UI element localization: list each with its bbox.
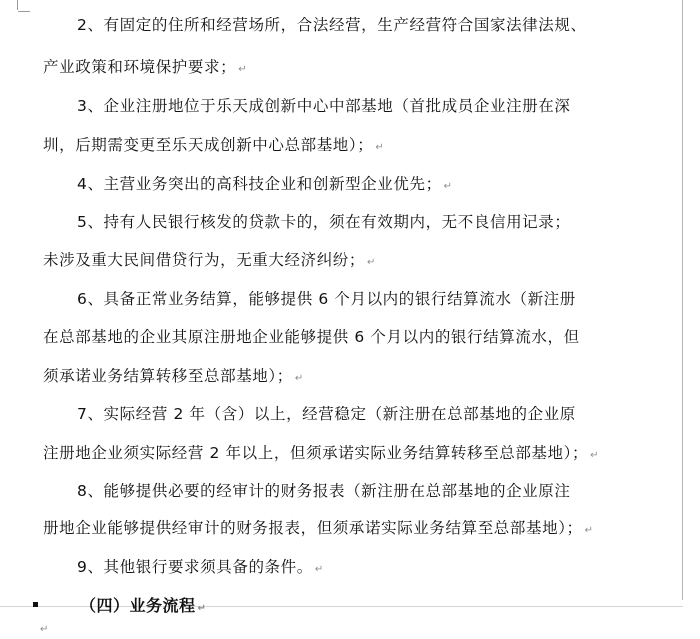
paragraph-line[interactable]: 6、具备正常业务结算，能够提供 6 个月以内的银行结算流水（新注册: [77, 290, 576, 308]
list-bullet: [33, 602, 38, 607]
paragraph-line[interactable]: 5、持有人民银行核发的贷款卡的，须在有效期内，无不良信用记录；: [77, 213, 571, 231]
paragraph-line[interactable]: 9、其他银行要求须具备的条件。 ↵: [77, 558, 324, 576]
margin-corner-mark: [17, 0, 18, 10]
paragraph-mark: ↵: [40, 624, 49, 635]
paragraph-line[interactable]: 产业政策和环境保护要求； ↵: [43, 58, 248, 76]
paragraph-line[interactable]: 册地企业能够提供经审计的财务报表，但须承诺实际业务结算至总部基地）； ↵: [43, 519, 594, 537]
paragraph-line[interactable]: 须承诺业务结算转移至总部基地）； ↵: [43, 367, 304, 385]
paragraph-line[interactable]: 2、有固定的住所和经营场所，合法经营，生产经营符合国家法律法规、: [77, 16, 587, 34]
page-right-edge: [682, 0, 683, 600]
paragraph-line[interactable]: 8、能够提供必要的经审计的财务报表（新注册在总部基地的企业原注: [77, 482, 571, 500]
paragraph-line[interactable]: 4、主营业务突出的高科技企业和创新型企业优先； ↵: [77, 175, 453, 193]
margin-corner-mark: [18, 11, 30, 12]
paragraph-line[interactable]: 注册地企业须实际经营 2 年以上，但须承诺实际业务结算转移至总部基地）； ↵: [43, 444, 600, 462]
paragraph-line[interactable]: 在总部基地的企业其原注册地企业能够提供 6 个月以内的银行结算流水，但: [43, 328, 580, 346]
paragraph-line[interactable]: 3、企业注册地位于乐天成创新中心中部基地（首批成员企业注册在深: [77, 97, 571, 115]
paragraph-line[interactable]: 圳，后期需变更至乐天成创新中心总部基地）； ↵: [43, 136, 385, 154]
section-heading[interactable]: （四）业务流程 ↵: [80, 596, 207, 615]
paragraph-line[interactable]: 7、实际经营 2 年（含）以上，经营稳定（新注册在总部基地的企业原: [77, 405, 576, 423]
paragraph-line[interactable]: 未涉及重大民间借贷行为，无重大经济纠纷； ↵: [43, 251, 376, 269]
